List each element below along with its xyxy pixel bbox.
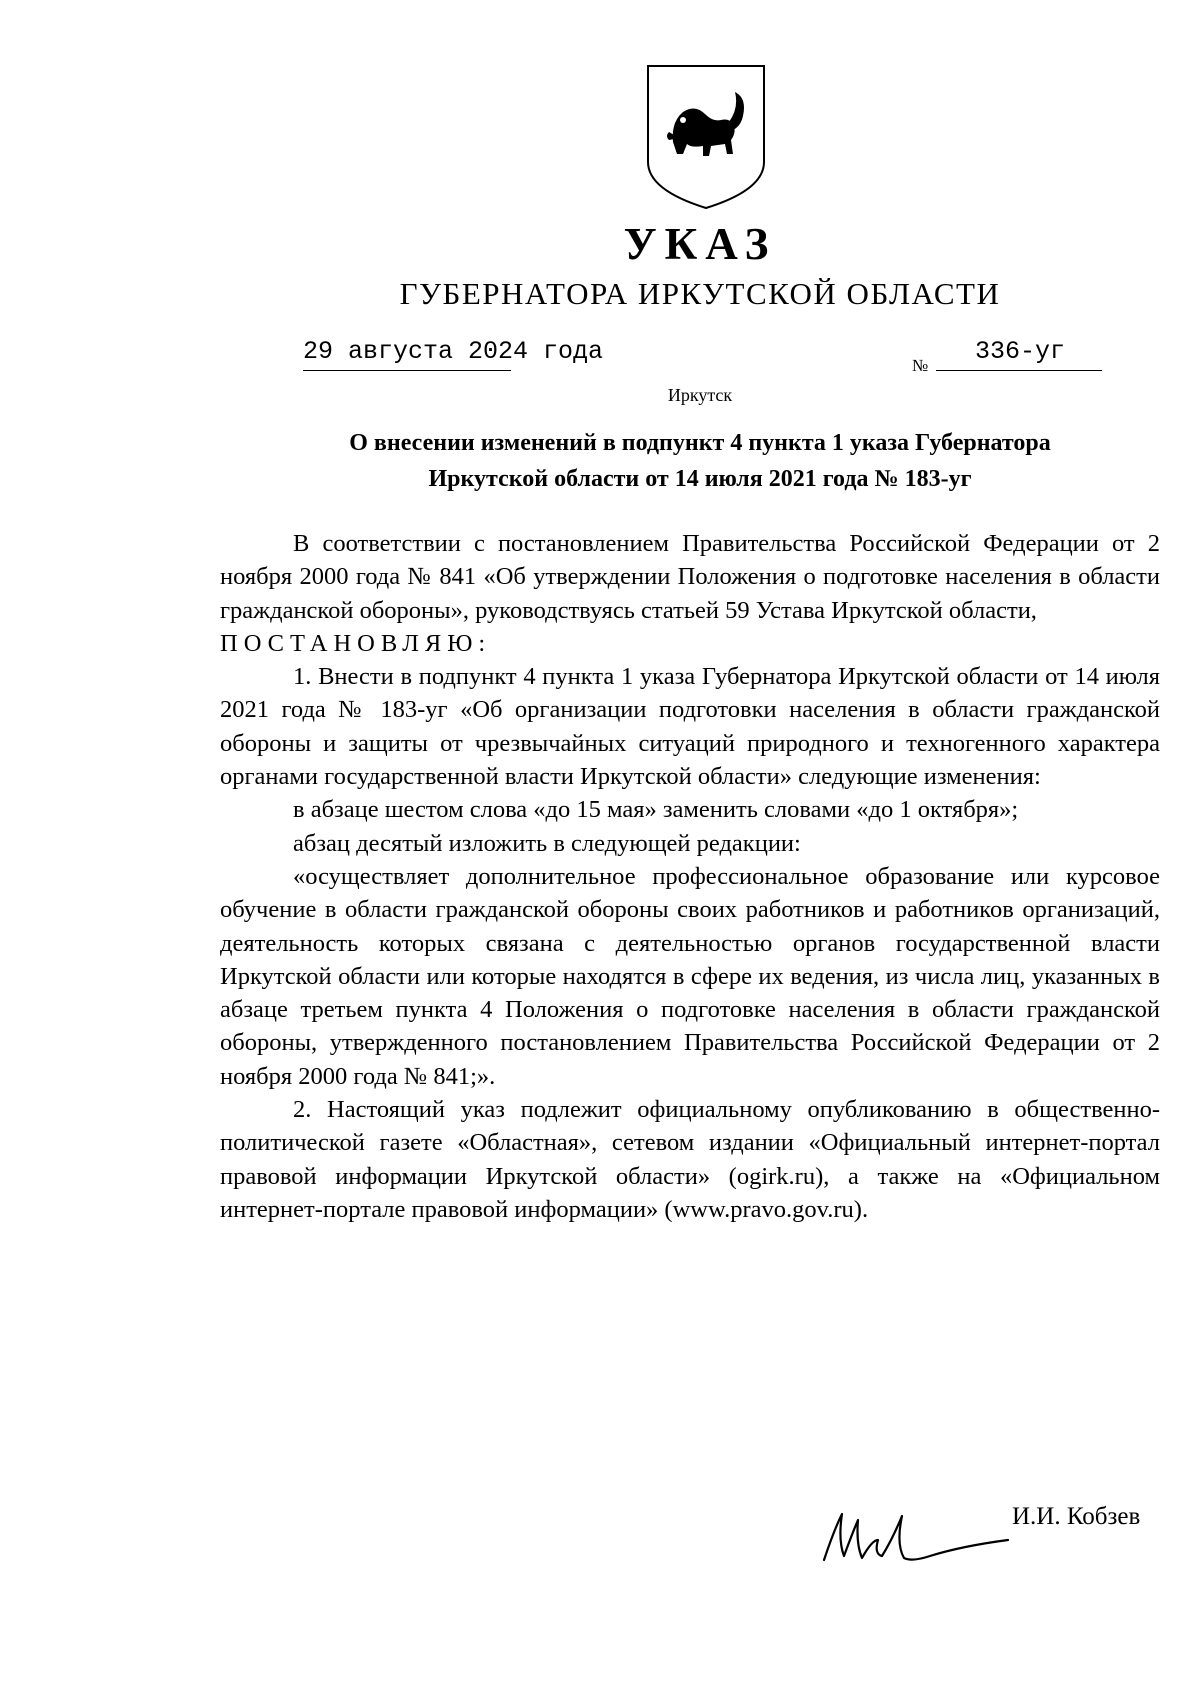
title-text: УКАЗ — [623, 219, 777, 269]
signer-name: И.И. Кобзев — [1012, 1503, 1141, 1530]
paragraph-postanovlyayu: ПОСТАНОВЛЯЮ: — [220, 629, 492, 657]
heading-line-1: О внесении изменений в подпункт 4 пункта 1 указа Губернатора — [349, 430, 1051, 456]
date-underline — [303, 370, 511, 371]
document-subtitle: ГУБЕРНАТОРА ИРКУТСКОЙ ОБЛАСТИ — [399, 276, 1001, 311]
paragraph-change-1: в абзаце шестом слова «до 15 мая» заменить словами «до 1 октября»; — [293, 796, 1019, 824]
paragraph-quote: «осуществляет дополнительное профессиональное образование или курсовое обучение в области гражданской обороны своих работников и работников организаций, деятельность которых связана с деятельностью органов государственной власти Иркутской области или которые находятся в сфере их ведения, из числа лиц, указанных в абзаце третьем пункта 4 Положения о подготовке населения в области гражданской обороны, утвержденного постановлением Правительства Российской Федерации от 2 ноября 2000 года № 841;». — [220, 862, 1160, 1090]
paragraph-intro: В соответствии с постановлением Правительства Российской Федерации от 2 ноября 2000 года № 841 «Об утверждении Положения о подготовке населения в области гражданской обороны», руководствуясь статьей 59 Устава Иркутской области, — [220, 530, 1160, 624]
paragraph-item-2: 2. Настоящий указ подлежит официальному опубликованию в общественно-политической газете «Областная», сетевом издании «Официальный интернет-портал правовой информации Иркутской области» (ogirk.ru), а также на «Официальном интернет-портале правовой информации» (www.pravo.gov.ru). — [220, 1096, 1160, 1223]
handwritten-signature-icon — [812, 1500, 1012, 1570]
document-heading — [250, 425, 1150, 497]
coat-of-arms-icon — [643, 62, 769, 212]
number-underline — [936, 370, 1102, 371]
paragraph-change-2: абзац десятый изложить в следующей редакции: — [293, 829, 801, 857]
document-body — [220, 527, 1160, 1226]
heading-line-2: Иркутской области от 14 июля 2021 года № 183-уг — [428, 466, 972, 492]
document-date: 29 августа 2024 года — [303, 337, 604, 366]
number-sign: № — [912, 356, 929, 375]
document-number: 336-уг — [975, 337, 1066, 366]
document-city: Иркутск — [667, 385, 733, 405]
paragraph-item-1: 1. Внести в подпункт 4 пункта 1 указа Губернатора Иркутской области от 14 июля 2021 года № 183-уг «Об организации подготовки населения в области гражданской обороны и защиты от чрезвычайных ситуаций природного и техногенного характера органами государственной власти Иркутской области» следующие изменения: — [220, 663, 1160, 791]
